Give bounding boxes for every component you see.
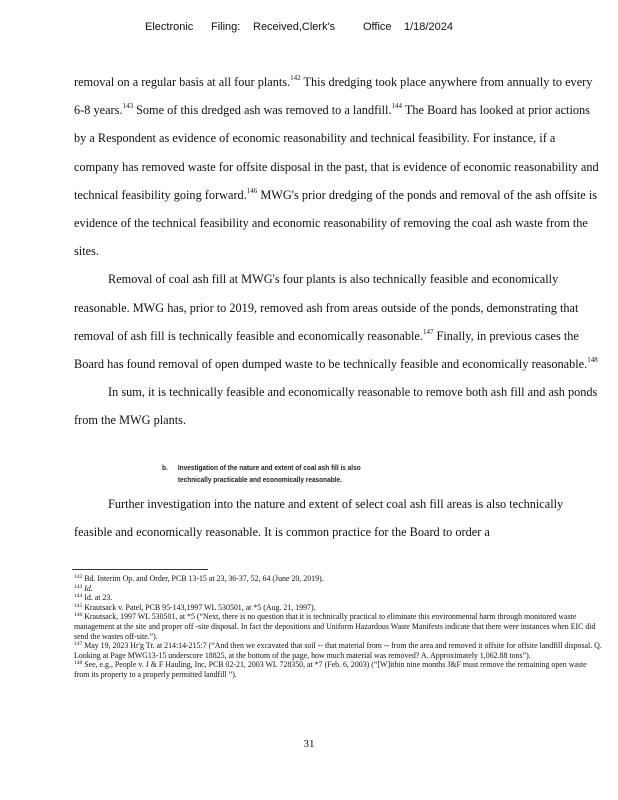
- footnote-ref: 147: [422, 327, 434, 336]
- footnote: $^{147}$ May 19, 2023 Hr'g Tr. at 214:14-215:7 (“And then we excavated that soil -- that material from -- from the area and removed it offsite for offsite landfill disposal. Q. Looking at Page MWG13-15 underscore 18825, at the bottom of the page, how much material was removed? A. Approximately 1,062.88 tons”).: [74, 641, 602, 660]
- paragraph-ash-fill-removal: Removal of coal ash fill at MWG's four plants is also technically feasible and economically reasonable. MWG has, prior to 2019, removed ash from areas outside of the ponds, demonstrating that removal of ash fill is technically feasible and economically reasonable.$^{147}$ Finally, in previous cases the Board has found removal of open dumped waste to be technically feasible and economically reasonable.$^{148}$: [74, 272, 598, 372]
- footnotes: [74, 574, 602, 680]
- footnote-divider: [72, 569, 208, 570]
- header-office: Office: [363, 21, 392, 33]
- footnote: $^{142}$ Bd. Interim Op. and Order, PCB 13-15 at 23, 36-37, 52, 64 (June 20, 2019).: [74, 574, 324, 583]
- header-electronic: Electronic: [145, 21, 194, 33]
- page-number: 31: [303, 738, 315, 750]
- footnote-ref: 142: [290, 74, 301, 82]
- paragraph-in-sum: In sum, it is technically feasible and economically reasonable to remove both ash fill and ash ponds from the MWG plants.: [74, 385, 598, 428]
- footnote-ref: 146: [246, 186, 258, 195]
- subheading-number: b.: [162, 463, 168, 472]
- body-text: [74, 68, 600, 435]
- footnote: $^{144}$ Id. at 23.: [74, 593, 113, 603]
- paragraph-further-investigation: Further investigation into the nature and extent of select coal ash fill areas is also technically feasible and economically reasonable. It is common practice for the Board to order a: [74, 497, 564, 539]
- footnote: $^{143}$ Id.: [74, 583, 93, 593]
- footnote-ref: 143: [122, 102, 133, 111]
- footnote-ref: 144: [391, 102, 403, 111]
- header-received-clerks: Received,Clerk's: [253, 21, 336, 33]
- section-subheading: [162, 462, 391, 486]
- footnote: $^{146}$ Krautsack, 1997 WL 530501, at *5 (“Next, there is no question that it is technically practical to eliminate this environmental harm through monitored waste management at the site and proper off -site disposal. In fact the depositions and Uniform Hazardous Waste Manifests indicate that there were instances when EIC did send the wastes off-site.”).: [74, 612, 596, 641]
- subheading-text: Investigation of the nature and extent of coal ash fill is also technically practicable and economically reasonable.: [177, 463, 361, 484]
- header-filing: Filing:: [211, 21, 241, 33]
- footnote-ref: 148: [587, 356, 598, 365]
- footnote: $^{145}$ Krautsack v. Patel, PCB 95-143,1997 WL 530501, at *5 (Aug. 21, 1997).: [74, 602, 316, 612]
- footnote: $^{148}$ See, e.g., People v. J & F Hauling, Inc, PCB 02-21, 2003 WL 728350, at *7 (Feb. 6, 2003) (“[W]ithin nine months J&F must remove the remaining open waste from its property to a properly permitted landfill ”).: [74, 660, 587, 679]
- header-date: 1/18/2024: [404, 21, 453, 33]
- body-text-continued: [74, 490, 600, 546]
- paragraph-dredging: removal on a regular basis at all four plants.$^{142}$ This dredging took place anywhere from annually to every 6-8 years.$^{143}$ Some of this dredged ash was removed to a landfill.$^{144}$ The Board has looked at prior actions by a Respondent as evidence of economic reasonability and technical feasibility. For instance, if a company has removed waste for offsite disposal in the past, that is evidence of economic reasonability and technical feasibility going forward.$^{146}$ MWG's prior dredging of the ponds and removal of the ash offsite is evidence of the technical feasibility and economic reasonability of removing the coal ash waste from the sites.: [74, 74, 599, 259]
